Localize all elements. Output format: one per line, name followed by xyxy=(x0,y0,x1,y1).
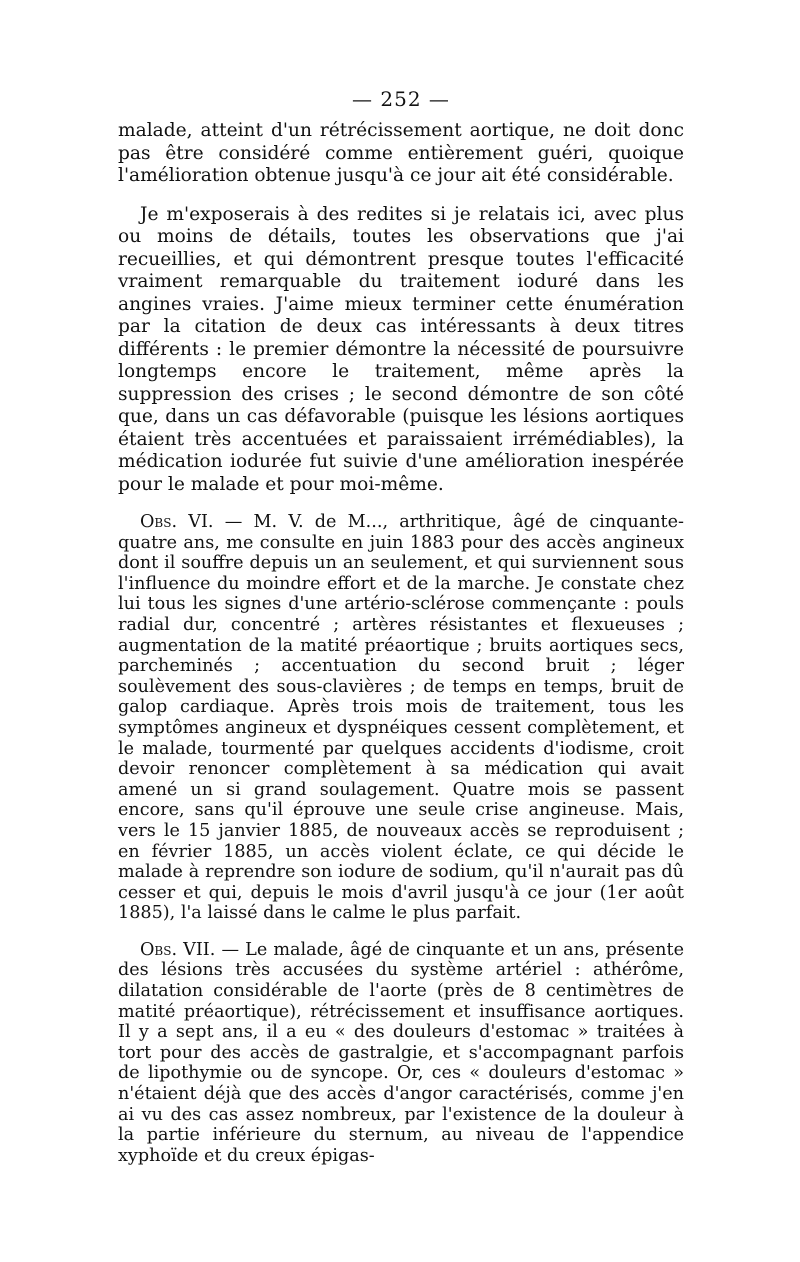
observation-text: — Le malade, âgé de cinquante et un ans, présente des lésions très accusées du système artériel : athérôme, dilatation considérable de l'aorte (près de 8 centimètres de matité préaortique), rétrécissement et insuffisance aortiques. Il y a sept ans, il a eu « des douleurs d'estomac » traitées à tort pour des accès de gastralgie, et s'accompagnant parfois de lipothymie ou de syncope. Or, ces « douleurs d'estomac » n'étaient déjà que des accès d'angor caractérisés, comme j'en ai vu des cas assez nombreux, par l'existence de la douleur à la partie inférieure du sternum, au niveau de l'appendice xyphoïde et du creux épigas- xyxy=(118,939,684,1166)
book-page xyxy=(118,86,684,1166)
observation-heading: Obs. VII. xyxy=(140,939,216,960)
observation-vii xyxy=(118,940,684,1167)
observation-vi xyxy=(118,512,684,924)
paragraph-intro: Je m'exposerais à des redites si je relatais ici, avec plus ou moins de détails, toutes les observations que j'ai recueillies, et qui démontrent presque toutes l'efficacité vraiment remarquable du traitement ioduré dans les angines vraies. J'aime mieux terminer cette énumération par la citation de deux cas intéressants à deux titres différents : le premier démontre la nécessité de poursuivre longtemps encore le traitement, même après la suppression des crises ; le second démontre de son côté que, dans un cas défavorable (puisque les lésions aortiques étaient très accentuées et paraissaient irrémédiables), la médication iodurée fut suivie d'une amélioration inespérée pour le malade et pour moi-même. xyxy=(118,203,684,495)
observation-heading: Obs. VI. xyxy=(140,512,214,532)
paragraph-continuation: malade, atteint d'un rétrécissement aortique, ne doit donc pas être considéré comme entièrement guéri, quoique l'amélioration obtenue jusqu'à ce jour ait été considérable. xyxy=(118,120,684,186)
page-number: — 252 — xyxy=(352,87,450,111)
observation-text: — M. V. de M..., arthritique, âgé de cinquante-quatre ans, me consulte en juin 1883 pour des accès angineux dont il souffre depuis un an seulement, et qui surviennent sous l'influence du moindre effort et de la marche. Je constate chez lui tous les signes d'une artério-sclérose commençante : pouls radial dur, concentré ; artères résistantes et flexueuses ; augmentation de la matité préaortique ; bruits aortiques secs, parcheminés ; accentuation du second bruit ; léger soulèvement des sous-clavières ; de temps en temps, bruit de galop cardiaque. Après trois mois de traitement, tous les symptômes angineux et dyspnéiques cessent complètement, et le malade, tourmenté par quelques accidents d'iodisme, croit devoir renoncer complètement à sa médication qui avait amené un si grand soulagement. Quatre mois se passent encore, sans qu'il éprouve une seule crise angineuse. Mais, vers le 15 janvier 1885, de nouveaux accès se reproduisent ; en février 1885, un accès violent éclate, ce qui décide le malade à reprendre son iodure de sodium, qu'il n'aurait pas dû cesser et qui, depuis le mois d'avril jusqu'à ce jour (1er août 1885), l'a laissé dans le calme le plus parfait. xyxy=(118,512,684,924)
